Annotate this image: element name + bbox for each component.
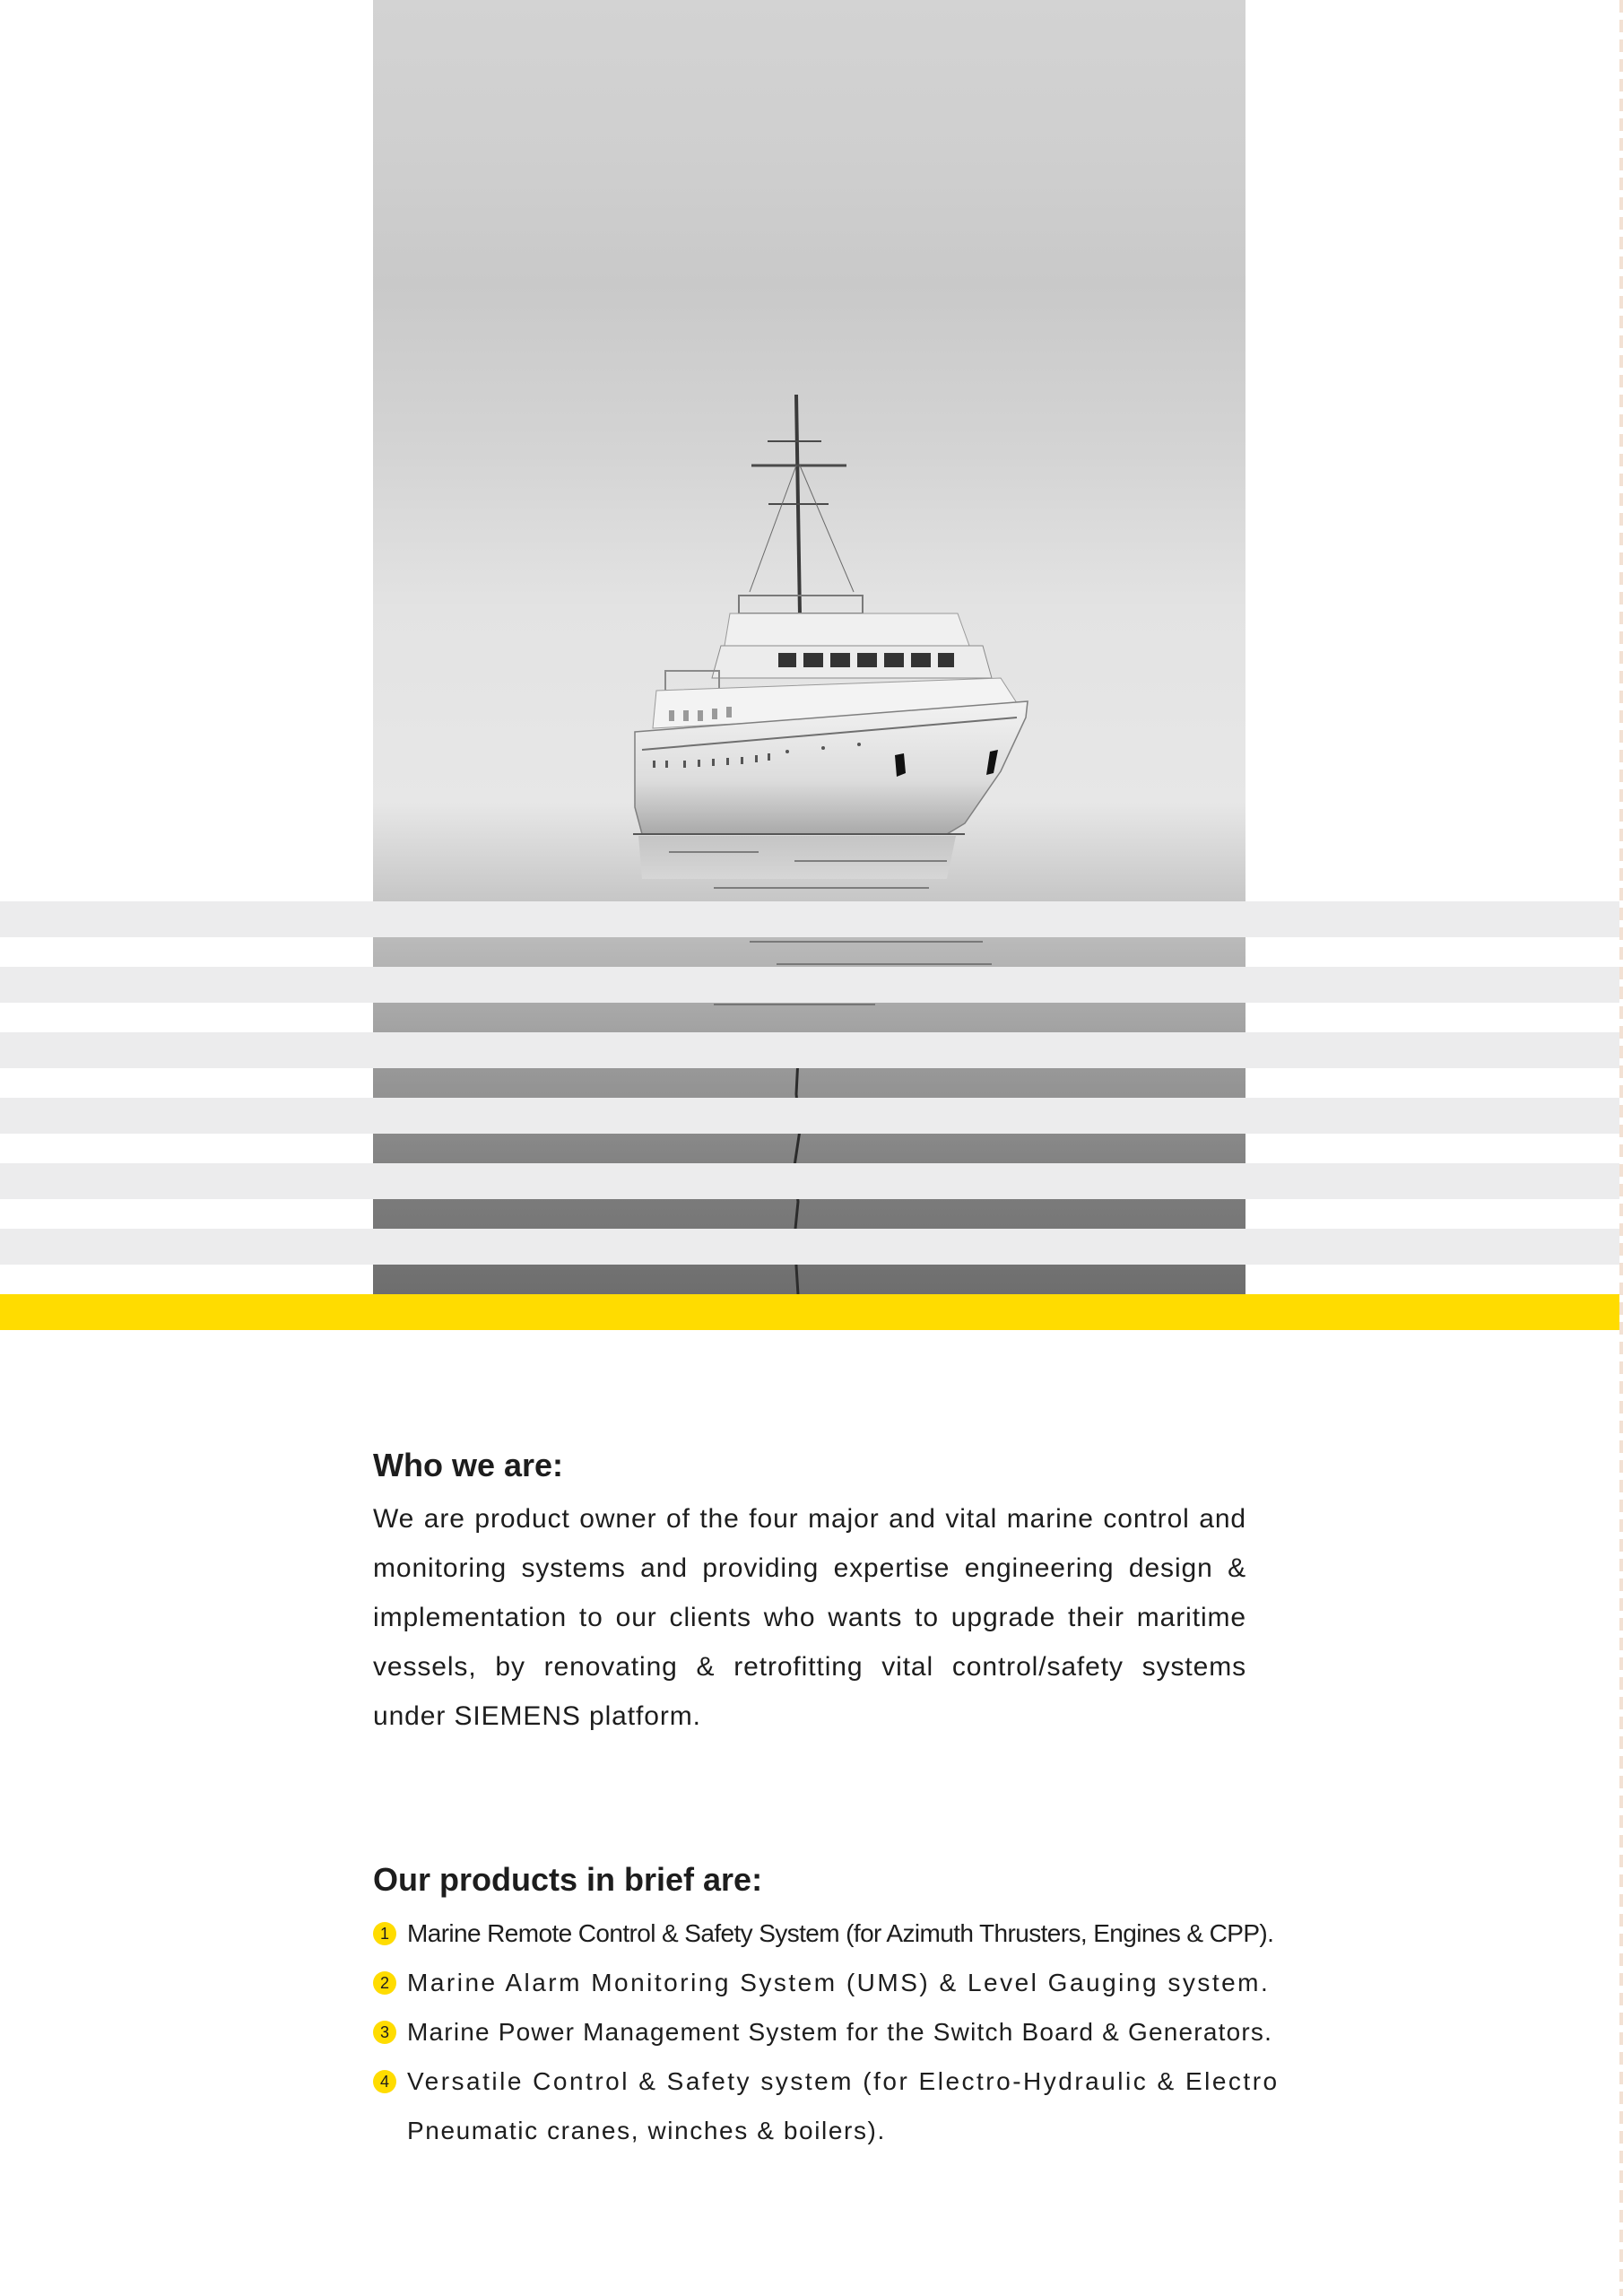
who-we-are-heading: Who we are:: [373, 1447, 564, 1483]
list-item: [373, 1958, 1271, 2007]
product-text: Marine Remote Control & Safety System (for Azimuth Thrusters, Engines & CPP).: [407, 1919, 1274, 1947]
products-section: [373, 1860, 1280, 2155]
page-edge-decoration: [1619, 0, 1623, 2296]
decorative-stripe: [0, 1098, 1623, 1134]
product-text: Marine Power Management System for the Switch Board & Generators.: [407, 2018, 1273, 2046]
list-item: [373, 2057, 1280, 2155]
number-badge: 2: [373, 1971, 396, 1995]
products-list: [373, 1909, 1280, 2155]
decorative-stripe: [0, 1163, 1623, 1199]
number-badge: 1: [373, 1922, 396, 1945]
products-heading: Our products in brief are:: [373, 1861, 763, 1898]
decorative-stripe: [0, 967, 1623, 1003]
product-text: Versatile Control & Safety system (for Electro-Hydraulic & Electro: [407, 2067, 1280, 2095]
yellow-accent-band: [0, 1294, 1623, 1330]
list-item: [373, 1909, 1274, 1958]
number-badge: 4: [373, 2070, 396, 2093]
decorative-stripe: [0, 901, 1623, 937]
decorative-stripe: [0, 1032, 1623, 1068]
product-text: Marine Alarm Monitoring System (UMS) & Level Gauging system.: [407, 1969, 1271, 1996]
product-text-continued: Pneumatic cranes, winches & boilers).: [407, 2117, 886, 2144]
who-we-are-body: We are product owner of the four major and vital marine control and monitoring systems and providing expertise engineering design & implementation to our clients who wants to upgrade their maritime vessels, by renovating & retrofitting vital control/safety systems under SIEMENS platform.: [373, 1504, 1246, 1731]
list-item: [373, 2007, 1273, 2057]
decorative-stripe: [0, 1229, 1623, 1265]
number-badge: 3: [373, 2021, 396, 2044]
who-we-are-section: [373, 1446, 1246, 1741]
